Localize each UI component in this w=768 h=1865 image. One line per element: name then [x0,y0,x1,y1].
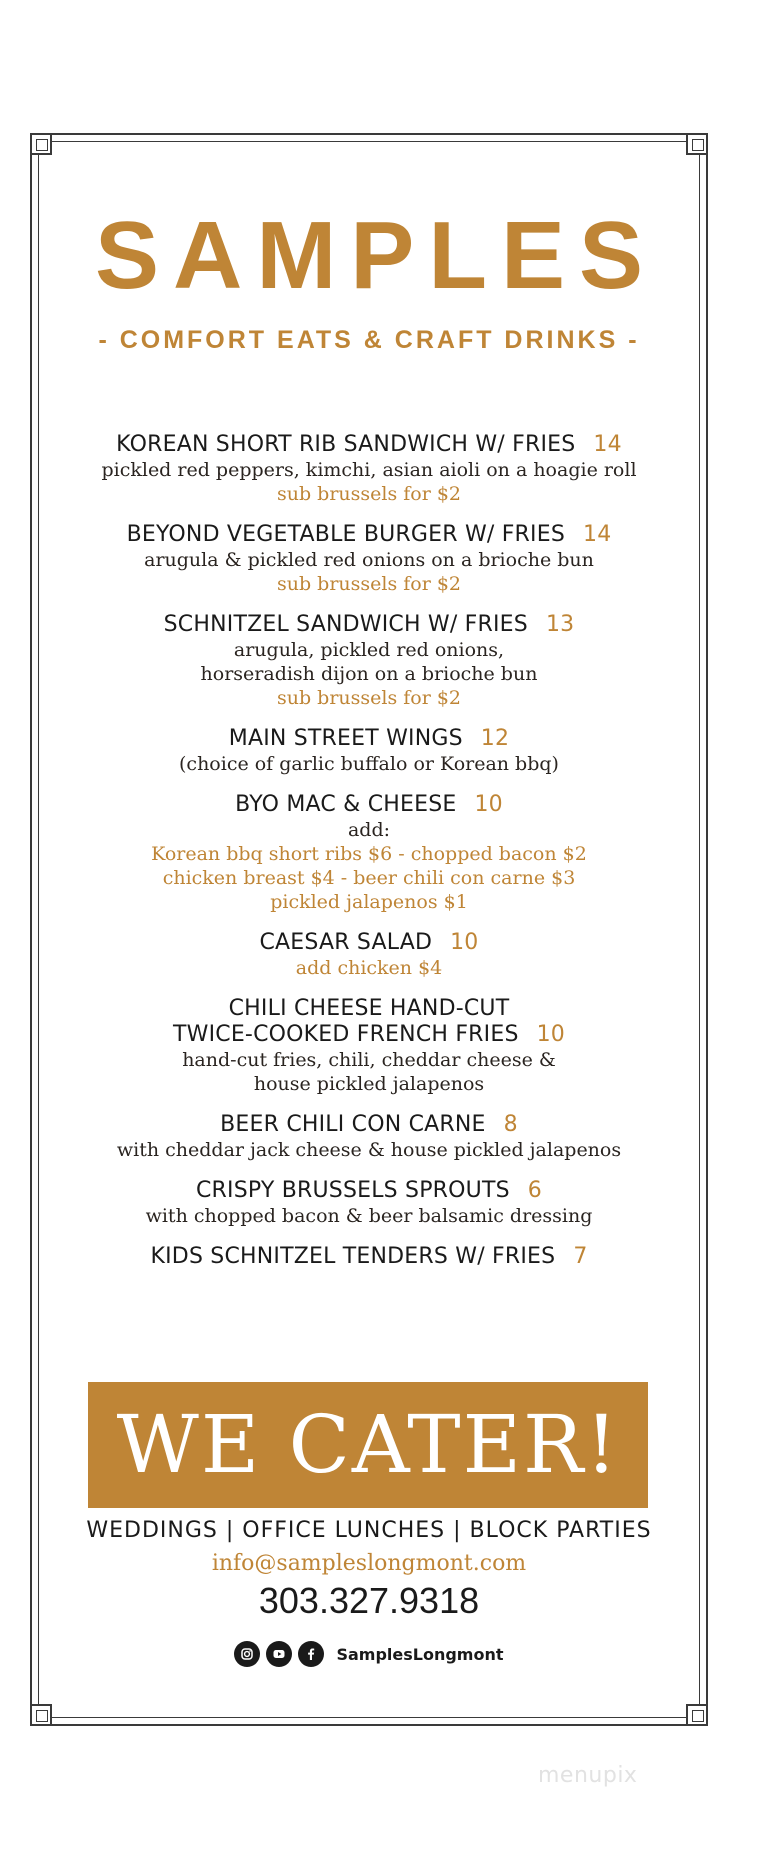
menu-item-title [38,726,700,752]
menu-item-name: SCHNITZEL SANDWICH W/ FRIES [163,612,528,637]
menu-item-title [38,1244,700,1270]
menu-list [38,432,700,1286]
menu-item-name: KOREAN SHORT RIB SANDWICH W/ FRIES [116,432,576,457]
menu-item-title [38,1178,700,1204]
menu-item [38,792,700,914]
menu-item [38,996,700,1096]
menu-item [38,930,700,980]
menu-item-price: 14 [593,432,622,457]
menu-item-name: MAIN STREET WINGS [228,726,463,751]
menu-item-addon: sub brussels for $2 [276,483,462,505]
catering-events: WEDDINGS | OFFICE LUNCHES | BLOCK PARTIES [86,1518,652,1543]
social-handle[interactable]: SamplesLongmont [336,1644,504,1664]
menu-item-title [38,522,700,548]
menu-item-description: with cheddar jack cheese & house pickled jalapenos [116,1139,622,1161]
menu-item [38,1244,700,1270]
menu-item-description: arugula, pickled red onions, horseradish dijon on a brioche bun [200,639,538,685]
menu-item-description: add: [347,819,391,841]
menu-item-price: 7 [573,1244,588,1269]
watermark: menupix [538,1763,638,1788]
contact-email[interactable]: info@sampleslongmont.com [211,1551,527,1576]
menu-item-name: KIDS SCHNITZEL TENDERS W/ FRIES [150,1244,556,1269]
menu-item-price: 8 [503,1112,518,1137]
menu-item-price: 10 [536,1022,566,1047]
menu-item [38,726,700,776]
menu-item-price: 10 [450,930,479,955]
menu-item-title [38,612,700,638]
menu-item-addon: sub brussels for $2 [276,687,462,709]
menu-item-description: with chopped bacon & beer balsamic dressing [145,1205,593,1227]
menu-item [38,612,700,710]
menu-item-price: 12 [480,726,510,751]
menu-item-price: 10 [474,792,503,817]
menu-item-title [38,1112,700,1138]
menu-item [38,522,700,596]
menu-item [38,1178,700,1228]
menu-item-name: BEYOND VEGETABLE BURGER W/ FRIES [126,522,565,547]
menu-item-description: hand-cut fries, chili, cheddar cheese & house pickled jalapenos [182,1049,556,1095]
menu-item-title [38,432,700,458]
corner-ornament-bottom-right [686,1704,708,1726]
brand-logo: SAMPLES [94,202,658,309]
menu-item-description: (choice of garlic buffalo or Korean bbq) [179,753,559,775]
menu-item [38,432,700,506]
menu-item-description: arugula & pickled red onions on a brioche bun [144,549,594,571]
corner-ornament-top-right [686,133,708,155]
menu-item [38,1112,700,1162]
menu-item-addon: sub brussels for $2 [276,573,462,595]
facebook-icon[interactable] [298,1641,324,1667]
catering-banner: WE CATER! [88,1382,648,1508]
instagram-icon[interactable] [234,1641,260,1667]
menu-item-price: 14 [583,522,612,547]
contact-phone[interactable]: 303.327.9318 [258,1580,480,1621]
youtube-icon[interactable] [266,1641,292,1667]
menu-item-price: 6 [527,1178,542,1203]
menu-item-addon: Korean bbq short ribs $6 - chopped bacon $2 chicken breast $4 - beer chili con carne $3 pickled jalapenos $1 [151,843,587,913]
menu-item-price: 13 [545,612,575,637]
menu-item-name: CAESAR SALAD [259,930,433,955]
menu-item-name: BEER CHILI CON CARNE [220,1112,486,1137]
menu-item-name: CHILI CHEESE HAND-CUT TWICE-COOKED FRENCH FRIES [172,996,519,1047]
corner-ornament-bottom-left [30,1704,52,1726]
menu-item-name: CRISPY BRUSSELS SPROUTS [196,1178,510,1203]
menu-item-description: pickled red peppers, kimchi, asian aioli on a hoagie roll [101,459,637,481]
menu-item-title [38,930,700,956]
menu-item-addon: add chicken $4 [295,957,443,979]
brand-tagline: - COMFORT EATS & CRAFT DRINKS - [98,326,640,354]
social-links [38,1641,700,1667]
menu-item-title [38,792,700,818]
menu-item-name: BYO MAC & CHEESE [235,792,457,817]
corner-ornament-top-left [30,133,52,155]
menu-item-title [38,996,700,1048]
